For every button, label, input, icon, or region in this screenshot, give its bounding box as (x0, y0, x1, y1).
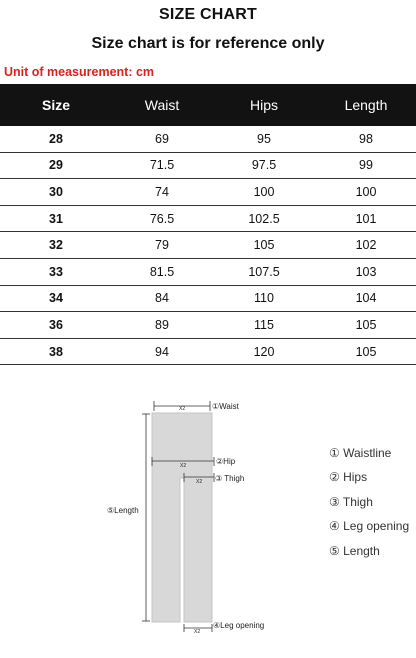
table-header-row (0, 84, 416, 126)
cell-waist: 81.5 (112, 258, 212, 285)
column-header-waist: Waist (112, 84, 212, 126)
cell-length: 98 (316, 126, 416, 152)
cell-length: 105 (316, 338, 416, 365)
unit-note: Unit of measurement: cm (4, 65, 155, 79)
cell-hips: 107.5 (212, 258, 316, 285)
cell-size: 28 (0, 126, 112, 152)
legend-item-length: ⑤ Length (329, 543, 380, 558)
cell-length: 99 (316, 152, 416, 179)
page-title: SIZE CHART (159, 6, 257, 23)
leg-opening-label: ④Leg opening (213, 621, 265, 630)
legend-item-leg-opening: ④ Leg opening (329, 519, 410, 534)
cell-waist: 74 (112, 179, 212, 206)
cell-hips: 95 (212, 126, 316, 152)
table-row (0, 126, 416, 152)
cell-size: 38 (0, 338, 112, 365)
cell-length: 103 (316, 258, 416, 285)
size-table (0, 84, 416, 365)
table-row (0, 312, 416, 339)
cell-size: 31 (0, 205, 112, 232)
cell-size: 30 (0, 179, 112, 206)
cell-size: 34 (0, 285, 112, 312)
cell-hips: 120 (212, 338, 316, 365)
leg-opening-x2-label: X2 (194, 629, 201, 635)
cell-waist: 69 (112, 126, 212, 152)
cell-waist: 79 (112, 232, 212, 259)
column-header-size: Size (0, 84, 112, 126)
hip-label: ②Hip (216, 457, 236, 466)
length-label: ⑤Length (107, 506, 139, 515)
legend-item-hips: ② Hips (329, 470, 368, 485)
thigh-x2-label: X2 (196, 479, 203, 485)
pants-silhouette (152, 413, 212, 622)
cell-size: 29 (0, 152, 112, 179)
table-row (0, 205, 416, 232)
cell-size: 36 (0, 312, 112, 339)
column-header-length: Length (316, 84, 416, 126)
cell-hips: 100 (212, 179, 316, 206)
cell-hips: 105 (212, 232, 316, 259)
hip-x2-label: X2 (180, 463, 187, 469)
cell-waist: 71.5 (112, 152, 212, 179)
cell-waist: 76.5 (112, 205, 212, 232)
cell-length: 100 (316, 179, 416, 206)
table-row (0, 152, 416, 179)
cell-length: 105 (316, 312, 416, 339)
table-row (0, 179, 416, 206)
table-row (0, 338, 416, 365)
legend-item-thigh: ③ Thigh (329, 494, 373, 509)
cell-hips: 110 (212, 285, 316, 312)
column-header-hips: Hips (212, 84, 316, 126)
cell-hips: 97.5 (212, 152, 316, 179)
length-measure (142, 414, 150, 621)
cell-length: 104 (316, 285, 416, 312)
cell-length: 101 (316, 205, 416, 232)
measurement-legend (329, 444, 409, 566)
table-row (0, 258, 416, 285)
cell-waist: 84 (112, 285, 212, 312)
table-row (0, 232, 416, 259)
cell-size: 33 (0, 258, 112, 285)
cell-waist: 94 (112, 338, 212, 365)
cell-hips: 102.5 (212, 205, 316, 232)
waist-label: ①Waist (212, 402, 239, 411)
legend-item-waistline: ① Waistline (329, 446, 392, 460)
cell-size: 32 (0, 232, 112, 259)
page-subtitle: Size chart is for reference only (91, 35, 325, 52)
cell-waist: 89 (112, 312, 212, 339)
thigh-label: ③ Thigh (215, 474, 245, 483)
cell-length: 102 (316, 232, 416, 259)
waist-x2-label: X2 (179, 406, 186, 412)
cell-hips: 115 (212, 312, 316, 339)
table-row (0, 285, 416, 312)
